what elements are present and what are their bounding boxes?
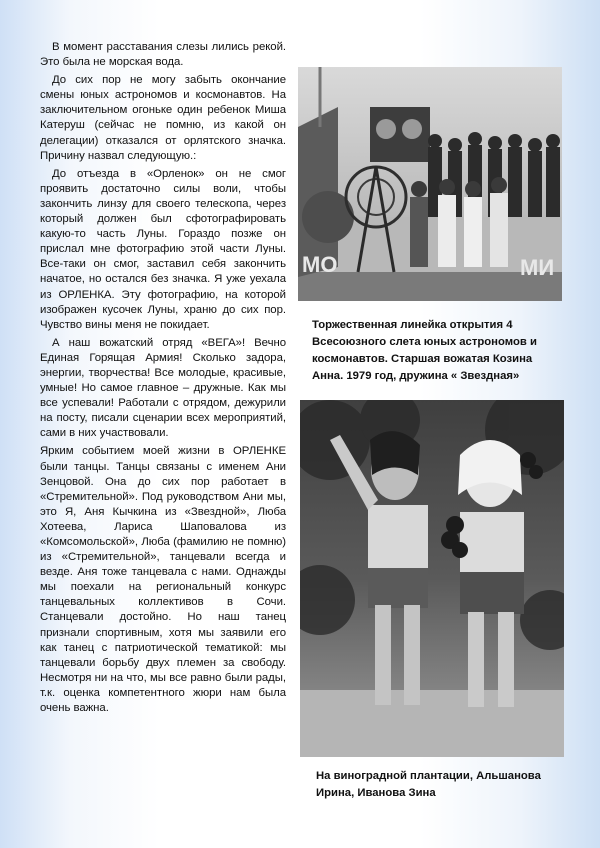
vineyard-photo-caption: На виноградной плантации, Альшанова Ирина, Иванова Зина bbox=[316, 770, 541, 799]
article-text bbox=[40, 40, 286, 719]
svg-text:МИ: МИ bbox=[520, 255, 555, 280]
article-paragraph: До сих пор не могу забыть окончание смены юных астрономов и космонавтов. На заключительном огоньке один ребенок Миша Катеруш (сейчас не помню, из какой он делегации) отказался от орлятского значка. Причину назвал следующую.: bbox=[40, 74, 286, 162]
article-paragraph: А наш вожатский отряд «ВЕГА»! Вечно Единая Горящая Армия! Сколько задора, энергии, творчества! Все молодые, красивые, умные! Но самое главное – дружные. Как мы все успевали! Работали с отрядом, дежурили на посту, писали сценарии всех мероприятий, сами в них участвовали. bbox=[40, 336, 286, 440]
article-paragraph: Ярким событием моей жизни в ОРЛЕНКЕ были танцы. Танцы связаны с именем Ани Зенцовой. Она до сих пор работает в «Стремительной». Под руководством Ани мы, это Я, Аня Кычкина из «Звездной», Люба Хотеева, Лариса Шаповалова из «Комсомольской», Люба (фамилию не помню) из «Стремительной», танцевали всегда и везде. Аня тоже танцевала с нами. Однажды мы поехали на региональный конкурс танцевальных коллективов в Сочи. Станцевали достойно. Но наш танец признали спортивным, хотя мы заявили его как танец с патриотической тематикой: мы танцевали борьбу двух племен за свободу. Несмотря ни на что, мы все равно были рады, т.к. оценка компетентного жюри нам была очень важна. bbox=[40, 445, 286, 715]
svg-text:МО: МО bbox=[302, 252, 338, 277]
vineyard-photo bbox=[300, 400, 564, 757]
article-paragraph: До отъезда в «Орленок» он не смог проявить достаточно силы воли, чтобы закончить линзу для своего телескопа, через который должен был сфотографировать какую-то часть Луны. Гораздо позже он прислал мне фотографию этой части Луны. Все-таки он смог, заставил себя закончить начатое, но остался без значка. Я уже уехала из ОРЛЕНКА. Эту фотографию, на которой изображен кусочек Луны, храню до сих пор. Чувство вины меня не покидает. bbox=[40, 167, 286, 331]
article-paragraph: В момент расставания слезы лились рекой. Это была не морская вода. bbox=[40, 41, 286, 69]
ceremony-photo bbox=[298, 67, 562, 301]
ceremony-photo-caption: Торжественная линейка открытия 4 Всесоюзного слета юных астрономов и космонавтов. Старшая вожатая Козина Анна. 1979 год, дружина « Звездная» bbox=[312, 319, 537, 382]
